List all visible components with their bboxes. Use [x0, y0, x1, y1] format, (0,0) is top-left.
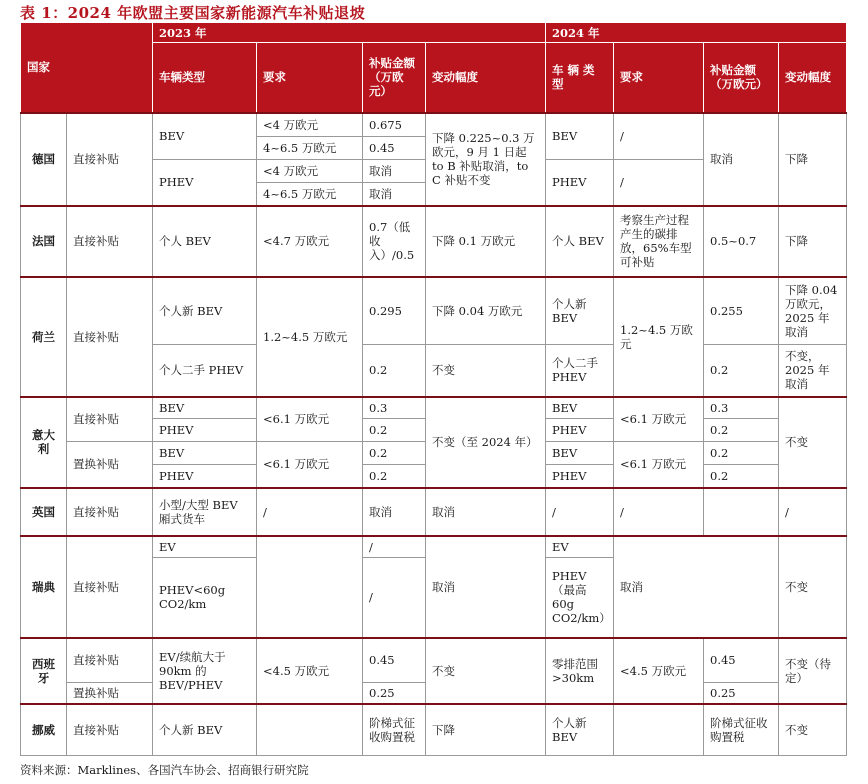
vehicle-type: BEV — [153, 442, 257, 465]
requirement-2024 — [614, 704, 704, 756]
table-title: 表 1：2024 年欧盟主要国家新能源汽车补贴退坡 — [20, 4, 366, 22]
subsidy-amount-2024: 0.2 — [704, 442, 779, 465]
header-change-2023: 变动幅度 — [426, 43, 546, 113]
subsidy-amount-2024: 0.2 — [704, 345, 779, 397]
vehicle-type: PHEV — [153, 160, 257, 206]
requirement: <4.5 万欧元 — [257, 638, 363, 704]
change: 取消 — [426, 536, 546, 638]
subsidy-type: 直接补贴 — [67, 206, 153, 277]
subsidy-amount: 取消 — [363, 183, 426, 206]
country-italy: 意大利 — [21, 397, 67, 488]
vehicle-type-2024: 零排范围 >30km — [546, 638, 614, 704]
subsidy-amount: 0.675 — [363, 113, 426, 137]
vehicle-type: EV — [153, 536, 257, 558]
change: 取消 — [426, 488, 546, 536]
vehicle-type-2024: / — [546, 488, 614, 536]
vehicle-type-2024: 个人二手 PHEV — [546, 345, 614, 397]
country-france: 法国 — [21, 206, 67, 277]
subsidy-type: 直接补贴 — [67, 277, 153, 397]
vehicle-type-2024: EV — [546, 536, 614, 558]
subsidy-amount: / — [363, 558, 426, 638]
requirement-2024: <6.1 万欧元 — [614, 442, 704, 488]
requirement: <6.1 万欧元 — [257, 397, 363, 442]
requirement-2024: 考察生产过程产生的碳排放，65%车型可补贴 — [614, 206, 704, 277]
subsidy-amount-2024: 0.2 — [704, 465, 779, 488]
subsidy-amount-2024: 0.2 — [704, 419, 779, 442]
vehicle-type: PHEV — [153, 465, 257, 488]
vehicle-type: BEV — [153, 113, 257, 160]
subsidy-amount-2024 — [704, 488, 779, 536]
vehicle-type-2024: 个人新 BEV — [546, 704, 614, 756]
header-2023: 2023 年 — [153, 23, 546, 43]
subsidy-amount-2024: 0.3 — [704, 397, 779, 419]
country-netherlands: 荷兰 — [21, 277, 67, 397]
country-sweden: 瑞典 — [21, 536, 67, 638]
subsidy-amount: 0.2 — [363, 419, 426, 442]
header-requirement-2023: 要求 — [257, 43, 363, 113]
subsidy-amount-2024: 0.25 — [704, 683, 779, 704]
vehicle-type-2024: 个人新 BEV — [546, 277, 614, 345]
subsidy-type: 直接补贴 — [67, 536, 153, 638]
requirement: 4~6.5 万欧元 — [257, 183, 363, 206]
requirement-2024: <4.5 万欧元 — [614, 638, 704, 704]
subsidy-type: 直接补贴 — [67, 638, 153, 683]
vehicle-type-2024: PHEV — [546, 160, 614, 206]
header-amount-2023: 补贴金额（万欧元） — [363, 43, 426, 113]
requirement-2024: / — [614, 488, 704, 536]
requirement: 4~6.5 万欧元 — [257, 137, 363, 160]
vehicle-type-2024: PHEV — [546, 419, 614, 442]
requirement: <4 万欧元 — [257, 113, 363, 137]
vehicle-type-2024: BEV — [546, 442, 614, 465]
vehicle-type-2024: BEV — [546, 113, 614, 160]
vehicle-type: PHEV<60g CO2/km — [153, 558, 257, 638]
subsidy-amount: 0.45 — [363, 638, 426, 683]
header-change-2024: 变动幅度 — [779, 43, 847, 113]
change-2024: / — [779, 488, 847, 536]
requirement — [257, 704, 363, 756]
requirement-2024: 取消 — [614, 536, 779, 638]
requirement: / — [257, 488, 363, 536]
change-2024: 下降 — [779, 113, 847, 206]
change-2024: 下降 — [779, 206, 847, 277]
subsidy-amount: 0.3 — [363, 397, 426, 419]
vehicle-type-2024: BEV — [546, 397, 614, 419]
vehicle-type: 小型/大型 BEV 厢式货车 — [153, 488, 257, 536]
change: 下降 — [426, 704, 546, 756]
vehicle-type: BEV — [153, 397, 257, 419]
change: 不变 — [426, 638, 546, 704]
subsidy-type: 置换补贴 — [67, 442, 153, 488]
subsidy-type: 置换补贴 — [67, 683, 153, 704]
subsidy-type: 直接补贴 — [67, 397, 153, 442]
subsidy-table — [20, 22, 847, 756]
source-note: 资料来源：Marklines、各国汽车协会、招商银行研究院 — [20, 763, 309, 777]
subsidy-amount: 0.2 — [363, 465, 426, 488]
change: 下降 0.04 万欧元 — [426, 277, 546, 345]
header-vehicle-type-2024: 车 辆 类 型 — [546, 43, 614, 113]
vehicle-type: PHEV — [153, 419, 257, 442]
requirement-2024: / — [614, 160, 704, 206]
change-2024: 不变 — [779, 397, 847, 488]
header-requirement-2024: 要求 — [614, 43, 704, 113]
subsidy-amount: 0.2 — [363, 442, 426, 465]
requirement — [257, 536, 363, 638]
vehicle-type: 个人新 BEV — [153, 704, 257, 756]
subsidy-amount: 0.45 — [363, 137, 426, 160]
subsidy-amount: 阶梯式征收购置税 — [363, 704, 426, 756]
change: 不变 — [426, 345, 546, 397]
vehicle-type-2024: PHEV（最高 60g CO2/km） — [546, 558, 614, 638]
change-2024: 下降 0.04 万欧元，2025 年取消 — [779, 277, 847, 345]
subsidy-amount: 取消 — [363, 160, 426, 183]
change-2024: 不变 — [779, 536, 847, 638]
change-2024: 不变，2025 年取消 — [779, 345, 847, 397]
vehicle-type-2024: 个人 BEV — [546, 206, 614, 277]
requirement-2024: 1.2~4.5 万欧元 — [614, 277, 704, 397]
country-uk: 英国 — [21, 488, 67, 536]
subsidy-amount-2024: 取消 — [704, 113, 779, 206]
header-2024: 2024 年 — [546, 23, 847, 43]
vehicle-type: EV/续航大于 90km 的 BEV/PHEV — [153, 638, 257, 704]
header-country: 国家 — [21, 23, 153, 113]
subsidy-amount: 0.295 — [363, 277, 426, 345]
vehicle-type: 个人二手 PHEV — [153, 345, 257, 397]
change: 下降 0.1 万欧元 — [426, 206, 546, 277]
change: 不变（至 2024 年） — [426, 397, 546, 488]
requirement: <4.7 万欧元 — [257, 206, 363, 277]
requirement: <6.1 万欧元 — [257, 442, 363, 488]
country-germany: 德国 — [21, 113, 67, 206]
subsidy-amount-2024: 0.45 — [704, 638, 779, 683]
change-2024: 不变（待定） — [779, 638, 847, 704]
header-amount-2024: 补贴金额（万欧元） — [704, 43, 779, 113]
subsidy-amount: 取消 — [363, 488, 426, 536]
subsidy-amount: 0.7（低收入）/0.5 — [363, 206, 426, 277]
subsidy-type: 直接补贴 — [67, 113, 153, 206]
country-norway: 挪威 — [21, 704, 67, 756]
subsidy-amount: 0.25 — [363, 683, 426, 704]
subsidy-amount: 0.2 — [363, 345, 426, 397]
requirement-2024: / — [614, 113, 704, 160]
requirement: <4 万欧元 — [257, 160, 363, 183]
subsidy-amount-2024: 0.255 — [704, 277, 779, 345]
vehicle-type: 个人 BEV — [153, 206, 257, 277]
vehicle-type: 个人新 BEV — [153, 277, 257, 345]
subsidy-amount-2024: 0.5~0.7 — [704, 206, 779, 277]
subsidy-amount: / — [363, 536, 426, 558]
requirement-2024: <6.1 万欧元 — [614, 397, 704, 442]
subsidy-type: 直接补贴 — [67, 488, 153, 536]
header-vehicle-type-2023: 车辆类型 — [153, 43, 257, 113]
change: 下降 0.225~0.3 万欧元，9 月 1 日起 to B 补贴取消，to C 补贴不变 — [426, 113, 546, 206]
subsidy-amount-2024: 阶梯式征收购置税 — [704, 704, 779, 756]
country-spain: 西班牙 — [21, 638, 67, 704]
requirement: 1.2~4.5 万欧元 — [257, 277, 363, 397]
vehicle-type-2024: PHEV — [546, 465, 614, 488]
subsidy-type: 直接补贴 — [67, 704, 153, 756]
change-2024: 不变 — [779, 704, 847, 756]
